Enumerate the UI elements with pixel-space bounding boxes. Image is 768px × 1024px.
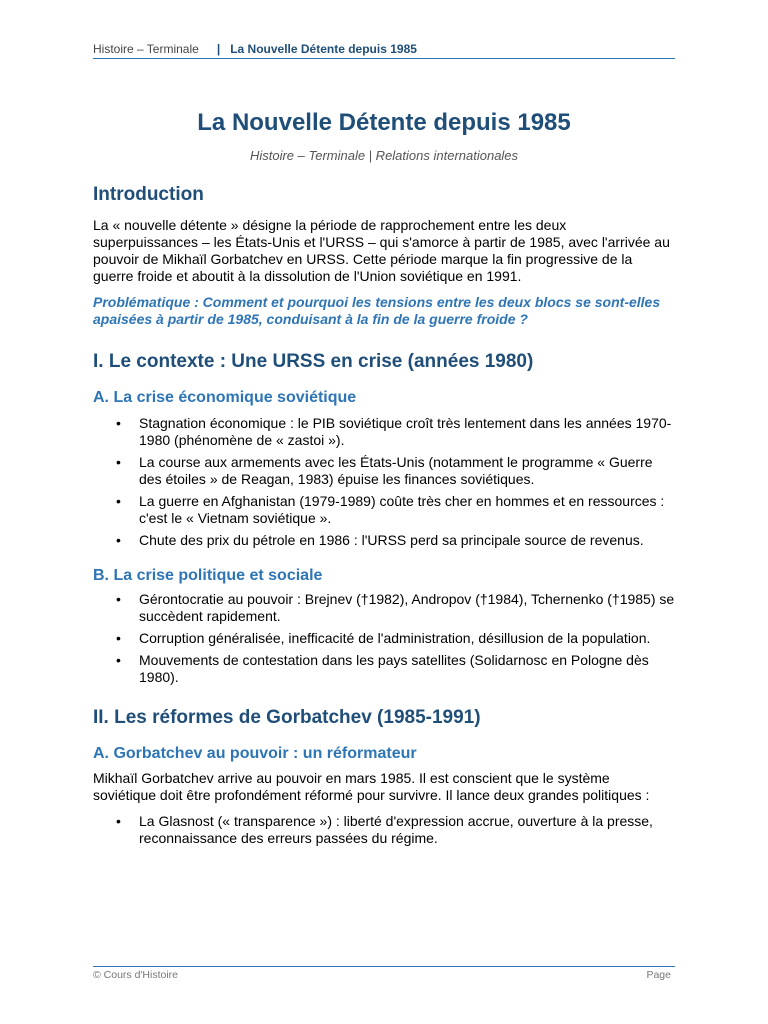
- document-body: [93, 106, 675, 847]
- list-item: • Stagnation économique : le PIB soviétique croît très lentement dans les années 1970-1980 (phénomène de « zastoi »).: [116, 415, 672, 448]
- problematique: Problématique : Comment et pourquoi les tensions entre les deux blocs se sont-elles apaisées à partir de 1985, conduisant à la fin de la guerre froide ?: [93, 294, 661, 327]
- bullet-icon: •: [116, 415, 121, 431]
- list-item: • La guerre en Afghanistan (1979-1989) coûte très cher en hommes et en ressources : c'est le « Vietnam soviétique ».: [116, 493, 665, 526]
- bullet-icon: •: [116, 493, 121, 509]
- part2-section-a-list: [93, 813, 675, 847]
- header-doc-title: La Nouvelle Détente depuis 1985: [230, 42, 417, 56]
- part1-section-b-heading: B. La crise politique et sociale: [93, 567, 323, 584]
- bullet-icon: •: [116, 652, 121, 668]
- bullet-icon: •: [116, 454, 121, 470]
- list-item: • Mouvements de contestation dans les pays satellites (Solidarnosc en Pologne dès 1980).: [116, 652, 649, 685]
- part1-section-a-list: [93, 415, 675, 549]
- part2-section-a-heading: A. Gorbatchev au pouvoir : un réformateur: [93, 745, 417, 762]
- page-header: [93, 42, 675, 59]
- page-title: La Nouvelle Détente depuis 1985: [197, 109, 571, 136]
- header-separator: |: [216, 42, 221, 56]
- intro-heading: Introduction: [93, 184, 204, 205]
- intro-paragraph: La « nouvelle détente » désigne la période de rapprochement entre les deux superpuissances – les États-Unis et l'URSS – qui s'amorce à partir de 1985, avec l'arrivée au pouvoir de Mikhaïl Gorbatchev en URSS. Cette période marque la fin progressive de la guerre froide et aboutit à la dissolution de l'Union soviétique en 1991.: [93, 217, 670, 284]
- page-subtitle: Histoire – Terminale | Relations internationales: [249, 148, 519, 163]
- list-item: • Gérontocratie au pouvoir : Brejnev (†1982), Andropov (†1984), Tchernenko (†1985) se succèdent rapidement.: [116, 591, 675, 624]
- bullet-icon: •: [116, 813, 121, 829]
- list-item: • Corruption généralisée, inefficacité de l'administration, désillusion de la population.: [116, 630, 651, 646]
- part1-section-b-list: [93, 591, 675, 686]
- list-item: • La Glasnost (« transparence ») : liberté d'expression accrue, ouverture à la presse, reconnaissance des erreurs passées du régime.: [116, 813, 653, 846]
- bullet-icon: •: [116, 532, 121, 548]
- part1-heading: I. Le contexte : Une URSS en crise (années 1980): [93, 351, 534, 372]
- bullet-icon: •: [116, 630, 121, 646]
- part2-heading: II. Les réformes de Gorbatchev (1985-1991): [93, 707, 481, 728]
- header-course: Histoire – Terminale: [93, 42, 199, 56]
- list-item: • Chute des prix du pétrole en 1986 : l'URSS perd sa principale source de revenus.: [116, 532, 644, 548]
- list-item: • La course aux armements avec les États-Unis (notamment le programme « Guerre des étoiles » de Reagan, 1983) épuise les finances soviétiques.: [116, 454, 653, 487]
- footer-copyright: © Cours d'Histoire: [93, 969, 179, 981]
- part1-section-a-heading: A. La crise économique soviétique: [93, 389, 357, 406]
- part2-section-a-paragraph: Mikhaïl Gorbatchev arrive au pouvoir en mars 1985. Il est conscient que le système soviétique doit être profondément réformé pour survivre. Il lance deux grandes politiques :: [93, 770, 650, 803]
- bullet-icon: •: [116, 591, 121, 607]
- footer-page-label: Page: [646, 969, 671, 981]
- page-footer: [93, 966, 675, 982]
